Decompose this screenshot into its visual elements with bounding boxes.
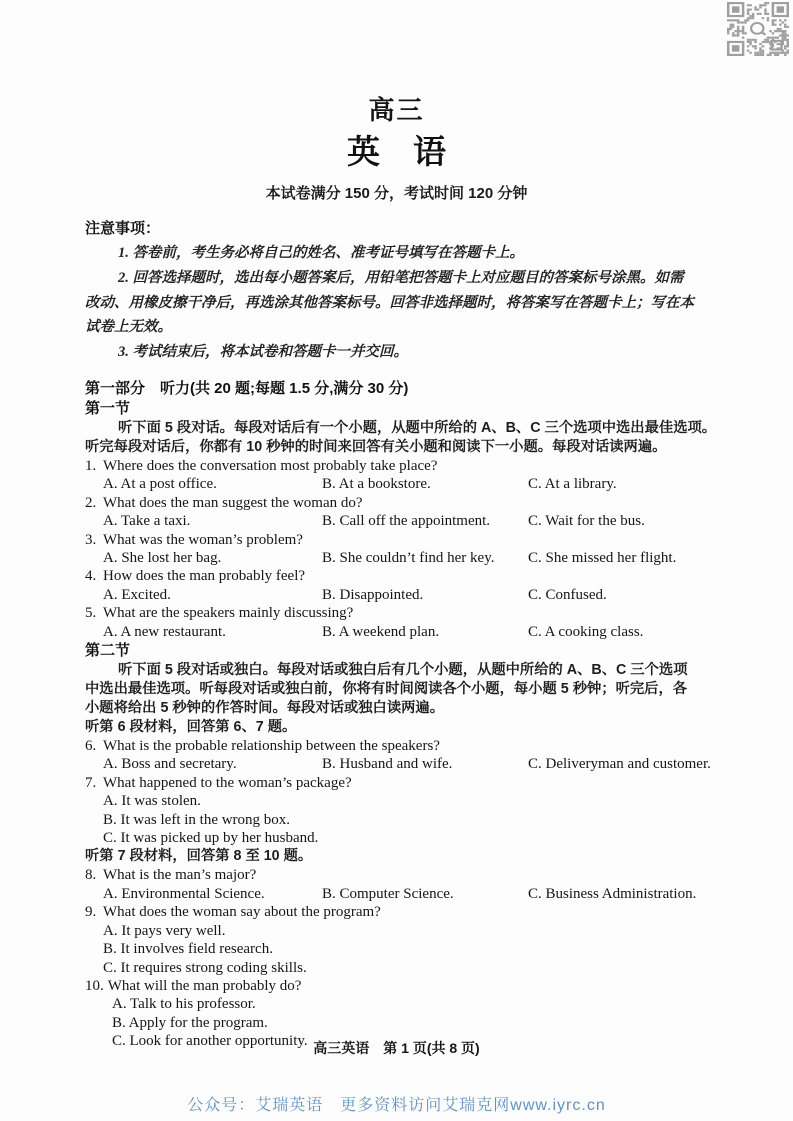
question-text	[85, 567, 723, 585]
qr-code	[727, 2, 789, 56]
section1-title: 第一节	[85, 399, 131, 417]
option-c: C. Deliveryman and customer.	[528, 756, 711, 773]
question-number: 5.	[85, 605, 97, 622]
option-c: C. Business Administration.	[528, 885, 697, 902]
options-row	[103, 475, 723, 493]
options-row	[103, 512, 723, 530]
question-text	[85, 531, 723, 549]
question-4	[85, 567, 723, 604]
section2-instruction-line: 中选出最佳选项。听每段对话或独白前，你将有时间阅读各个小题，每小题 5 秒钟；听完后，各	[85, 681, 688, 698]
section2-instruction-line: 小题将给出 5 秒钟的作答时间。每段对话或独白读两遍。	[85, 700, 445, 717]
option-a: A. Environmental Science.	[103, 885, 265, 902]
option-b: B. It was left in the wrong box.	[103, 811, 291, 828]
question-stem: What is the probable relationship between the speakers?	[103, 738, 440, 755]
option-c: C. Look for another opportunity.	[112, 1033, 308, 1050]
question-number: 1.	[85, 457, 97, 474]
option-a: A. Excited.	[103, 586, 171, 603]
question-stem: What will the man probably do?	[107, 977, 302, 994]
option-c: C. It requires strong coding skills.	[103, 959, 307, 976]
option-c: C. It was picked up by her husband.	[103, 830, 319, 847]
option-b: B. She couldn’t find her key.	[322, 550, 495, 567]
question-stem: What was the woman’s problem?	[103, 531, 303, 548]
content-column	[85, 216, 723, 1051]
question-text	[85, 774, 723, 792]
question-number: 3.	[85, 531, 97, 548]
option-a: A. Boss and secretary.	[103, 756, 237, 773]
option-b: B. Computer Science.	[322, 885, 454, 902]
options-column	[103, 922, 723, 977]
question-stem: What does the man suggest the woman do?	[103, 494, 363, 511]
question-7	[85, 774, 723, 848]
question-stem: What happened to the woman’s package?	[103, 774, 352, 791]
option-c: C. A cooking class.	[528, 623, 644, 640]
question-6	[85, 737, 723, 774]
question-number: 2.	[85, 494, 97, 511]
exam-info: 本试卷满分 150 分，考试时间 120 分钟	[265, 185, 528, 202]
question-2	[85, 494, 723, 531]
question-1	[85, 457, 723, 494]
promo-footer: 公众号：艾瑞英语 更多资料访问艾瑞克网www.iyrc.cn	[187, 1097, 606, 1114]
question-number: 4.	[85, 568, 97, 585]
option-b: B. Apply for the program.	[112, 1014, 268, 1031]
part1-title: 第一部分 听力(共 20 题;每题 1.5 分,满分 30 分)	[85, 379, 409, 397]
option-a: A. At a post office.	[103, 476, 217, 493]
section1-instruction-line: 听下面 5 段对话。每段对话后有一个小题，从题中所给的 A、B、C 三个选项中选出最佳选项。	[118, 419, 717, 436]
option-a: A. Talk to his professor.	[112, 996, 256, 1013]
option-a: A. A new restaurant.	[103, 623, 226, 640]
options-row	[103, 586, 723, 604]
question-text	[85, 866, 723, 884]
notices-section	[85, 216, 723, 365]
notice-line: 3. 考试结束后，将本试卷和答题卡一并交回。	[118, 344, 408, 361]
option-b: B. Disappointed.	[322, 586, 424, 603]
section2-instruction-line: 听下面 5 段对话或独白。每段对话或独白后有几个小题，从题中所给的 A、B、C 三个选项	[118, 662, 688, 679]
question-stem: What are the speakers mainly discussing?	[103, 605, 354, 622]
option-a: A. It was stolen.	[103, 793, 201, 810]
question-text	[85, 977, 723, 995]
question-stem: How does the man probably feel?	[103, 568, 306, 585]
question-5	[85, 604, 723, 641]
options-row	[103, 885, 723, 903]
question-number: 10.	[85, 977, 104, 994]
question-text	[85, 903, 723, 921]
option-c: C. At a library.	[528, 476, 617, 493]
option-c: C. Confused.	[528, 586, 607, 603]
question-text	[85, 494, 723, 512]
header	[0, 94, 793, 204]
options-column	[103, 792, 723, 847]
question-3	[85, 531, 723, 568]
question-number: 7.	[85, 774, 97, 791]
question-stem: What is the man’s major?	[103, 867, 257, 884]
page-number-footer: 高三英语 第 1 页(共 8 页)	[313, 1040, 480, 1056]
notice-line: 试卷上无效。	[85, 319, 172, 336]
question-stem: What does the woman say about the program?	[103, 904, 381, 921]
question-number: 6.	[85, 738, 97, 755]
option-b: B. It involves field research.	[103, 941, 273, 958]
section1-instruction-line: 听完每段对话后，你都有 10 秒钟的时间来回答有关小题和阅读下一小题。每段对话读两遍。	[85, 438, 667, 455]
question-8	[85, 866, 723, 903]
question-9	[85, 903, 723, 977]
question-number: 9.	[85, 904, 97, 921]
notice-line: 1. 答卷前，考生务必将自己的姓名、准考证号填写在答题卡上。	[118, 245, 524, 261]
subject-title: 英 语	[347, 133, 446, 170]
material-7-label: 听第 7 段材料，回答第 8 至 10 题。	[85, 848, 313, 865]
question-text	[85, 737, 723, 755]
option-b: B. Call off the appointment.	[322, 513, 491, 530]
option-a: A. She lost her bag.	[103, 550, 222, 567]
grade-title: 高三	[368, 95, 425, 125]
option-c: C. Wait for the bus.	[528, 513, 645, 530]
option-a: A. It pays very well.	[103, 922, 226, 939]
option-b: B. At a bookstore.	[322, 476, 431, 493]
question-number: 8.	[85, 867, 97, 884]
qr-center-logo	[747, 19, 770, 39]
option-b: B. A weekend plan.	[322, 623, 440, 640]
question-stem: Where does the conversation most probably take place?	[103, 457, 438, 474]
question-text	[85, 457, 723, 475]
option-b: B. Husband and wife.	[322, 756, 453, 773]
options-row	[103, 623, 723, 641]
notice-line: 改动、用橡皮擦干净后，再选涂其他答案标号。回答非选择题时，将答案写在答题卡上；写在本	[85, 294, 694, 311]
notices-title: 注意事项：	[85, 220, 161, 237]
question-text	[85, 604, 723, 622]
section2-title: 第二节	[85, 642, 131, 660]
notice-line: 2. 回答选择题时，选出每小题答案后，用铅笔把答题卡上对应题目的答案标号涂黑。如需	[118, 269, 684, 286]
options-row	[103, 755, 723, 773]
option-a: A. Take a taxi.	[103, 513, 191, 530]
material-6-label: 听第 6 段材料，回答第 6、7 题。	[85, 719, 297, 736]
options-row	[103, 549, 723, 567]
option-c: C. She missed her flight.	[528, 550, 677, 567]
